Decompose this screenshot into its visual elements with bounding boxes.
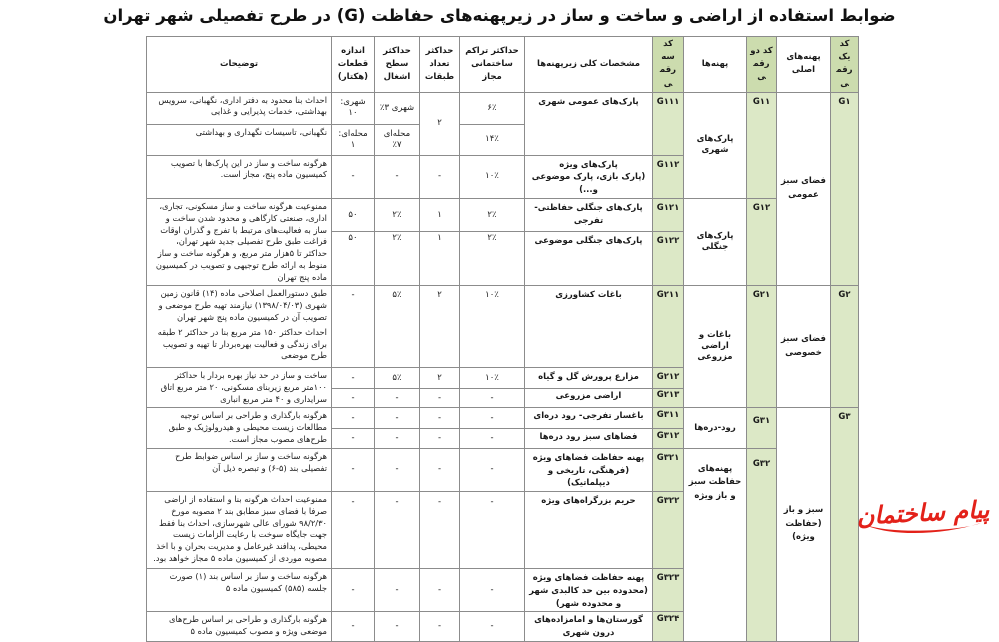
table-row (147, 92, 859, 124)
cell-sub-g312: فضاهای سبز رود دره‌ها (525, 428, 653, 448)
cell-note-g111a: احداث بنا محدود به دفتر اداری، نگهبانی، سرویس بهداشتی، خدمات پذیرایی و غذایی (147, 92, 332, 124)
cell-floors-g122: ۱ (420, 232, 460, 286)
cell-code-g321: G۳۲۱ (653, 448, 684, 491)
cell-code-g324: G۳۲۴ (653, 612, 684, 642)
cell-code-g211: G۲۱۱ (653, 286, 684, 368)
cell-plot-g322: - (332, 492, 375, 569)
cell-note-g211 (147, 286, 332, 368)
cell-code-g12: G۱۲ (747, 198, 777, 285)
cell-note-g321: هرگونه ساخت و ساز بر اساس ضوابط طرح تفصیلی بند (۵-۶) و تبصره ذیل آن (147, 448, 332, 491)
cell-coverage-g323: - (375, 569, 420, 612)
cell-code-g2: G۲ (831, 286, 859, 408)
cell-code-g111: G۱۱۱ (653, 92, 684, 155)
cell-floors-g311: - (420, 408, 460, 428)
cell-code-g122: G۱۲۲ (653, 232, 684, 286)
cell-density-g324: - (460, 612, 525, 642)
cell-floors-g212: ۲ (420, 368, 460, 389)
logo-text: پیام ساختمان (855, 494, 991, 531)
cell-plot-g122: ۵۰ (332, 232, 375, 286)
cell-floors-g111: ۲ (420, 92, 460, 155)
cell-density-g323: - (460, 569, 525, 612)
cell-plot-g212: - (332, 368, 375, 389)
regulations-table (146, 36, 859, 642)
header-notes: توضیحات (147, 37, 332, 93)
cell-code-g212: G۲۱۲ (653, 368, 684, 389)
cell-zone-g32: پهنه‌های حفاظت سبز و باز ویژه (684, 448, 747, 641)
subzone-line: پارک‌های ویژه (559, 159, 618, 170)
cell-note-g12: ممنوعیت هرگونه ساخت و ساز مسکونی، تجاری، اداری، صنعتی کارگاهی و محدود شدن ساخت و ساز به فعالیت‌های مرتبط با تفرج و گذران اوقات فراغت طبق طرح تفصیلی جدید شهر تهران، حداکثر تا ۵هزار متر مربع، و هرگونه ساخت و ساز منوط به ارائه طرح توجیهی و تصویب در کمیسیون ماده پنج تهران (147, 198, 332, 285)
header-floors: حداکثر تعداد طبقات (420, 37, 460, 93)
cell-coverage-g112: - (375, 155, 420, 198)
cell-density-g311: - (460, 408, 525, 428)
cell-main-g2: فضای سبز خصوصی (777, 286, 831, 408)
cell-floors-g121: ۱ (420, 198, 460, 232)
cell-code-g3: G۳ (831, 408, 859, 641)
cell-note-g112: هرگونه ساخت و ساز در این پارک‌ها با تصویب کمیسیون ماده پنج، مجاز است. (147, 155, 332, 198)
header-row (147, 37, 859, 93)
header-density: حداکثر تراکم ساختمانی مجاز (460, 37, 525, 93)
cell-floors-g312: - (420, 428, 460, 448)
cell-density-g111b: ۱۴٪ (460, 124, 525, 155)
cell-floors-g112: - (420, 155, 460, 198)
cell-coverage-g324: - (375, 612, 420, 642)
cell-plot-g111a: شهری: ۱۰ (332, 92, 375, 124)
cell-code-g322: G۳۲۲ (653, 492, 684, 569)
cell-floors-g324: - (420, 612, 460, 642)
cell-sub-g211: باغات کشاورزی (525, 286, 653, 368)
cell-plot-g211: - (332, 286, 375, 368)
cell-code-g213: G۲۱۳ (653, 389, 684, 408)
subzone-line: (محدوده بین حد کالبدی شهر و محدوده شهر) (529, 585, 648, 609)
cell-floors-g322: - (420, 492, 460, 569)
cell-note-g324: هرگونه بارگذاری و طراحی بر اساس طرح‌های موضعی ویژه و مصوب کمیسیون ماده ۵ (147, 612, 332, 642)
cell-density-g321: - (460, 448, 525, 491)
cell-density-g121: ۲٪ (460, 198, 525, 232)
cell-density-g112: ۱۰٪ (460, 155, 525, 198)
header-code2: کد دو رقمی (747, 37, 777, 93)
table-row (147, 408, 859, 428)
cell-note-g31: هرگونه بارگذاری و طراحی بر اساس توجیه مطالعات زیست محیطی و هیدرولوژیک و طبق طرح‌های مصوب مجاز است. (147, 408, 332, 448)
cell-sub-g112 (525, 155, 653, 198)
page-title: ضوابط استفاده از اراضی و ساخت و ساز در زیرپهنه‌های حفاظت (G) در طرح تفصیلی شهر تهران (103, 6, 896, 25)
header-code3: کد سه رقمی (653, 37, 684, 93)
cell-plot-g112: - (332, 155, 375, 198)
cell-code-g21: G۲۱ (747, 286, 777, 408)
cell-coverage-g311: - (375, 408, 420, 428)
cell-main-g3: سبز و باز (حفاظت ویژه) (777, 408, 831, 641)
subzone-line: (فرهنگی، تاریخی و دیپلماتیک) (547, 465, 630, 489)
cell-density-g211: ۱۰٪ (460, 286, 525, 368)
subzone-line: پهنه حفاظت فضاهای ویژه (532, 573, 645, 584)
table-row (147, 448, 859, 491)
cell-density-g111a: ۶٪ (460, 92, 525, 124)
cell-note-g323: هرگونه ساخت و ساز بر اساس بند (۱) صورت جلسه (۵۸۵) کمیسیون ماده ۵ (147, 569, 332, 612)
cell-code-g311: G۳۱۱ (653, 408, 684, 428)
header-coverage: حداکثر سطح اشغال (375, 37, 420, 93)
cell-zone-g31: رود-دره‌ها (684, 408, 747, 448)
cell-note-g212-g213: ساخت و ساز در حد نیاز بهره بردار با حداکثر ۱۰۰متر مربع زیربنای مسکونی، ۲۰ متر مربع اتاق سرایداری و ۴۰ متر مربع انباری (147, 368, 332, 408)
cell-main-g1: فضای سبز عمومی (777, 92, 831, 286)
header-subzone: مشخصات کلی زیرپهنه‌ها (525, 37, 653, 93)
header-code1: کد یک رقمی (831, 37, 859, 93)
cell-plot-g111b: محله‌ای: ۱ (332, 124, 375, 155)
cell-plot-g321: - (332, 448, 375, 491)
cell-density-g312: - (460, 428, 525, 448)
cell-sub-g323 (525, 569, 653, 612)
cell-zone-g21: باغات و اراضی مزروعی (684, 286, 747, 408)
table-row (147, 198, 859, 232)
cell-plot-g311: - (332, 408, 375, 428)
cell-density-g213: - (460, 389, 525, 408)
cell-floors-g213: - (420, 389, 460, 408)
cell-code-g32: G۳۲ (747, 448, 777, 641)
table-row (147, 286, 859, 368)
cell-code-g11: G۱۱ (747, 92, 777, 198)
cell-note-g111b: نگهبانی، تاسیسات نگهداری و بهداشتی (147, 124, 332, 155)
cell-coverage-g111a: شهری ۳٪ (375, 92, 420, 124)
cell-sub-g212: مزارع پرورش گل و گیاه (525, 368, 653, 389)
cell-code-g112: G۱۱۲ (653, 155, 684, 198)
cell-coverage-g212: ۵٪ (375, 368, 420, 389)
cell-sub-g122: پارک‌های جنگلی موضوعی (525, 232, 653, 286)
cell-coverage-g122: ۲٪ (375, 232, 420, 286)
cell-sub-g213: اراضی مزروعی (525, 389, 653, 408)
cell-floors-g323: - (420, 569, 460, 612)
subzone-line: (پارک بازی، پارک موضوعی و...) (531, 172, 646, 196)
cell-sub-g321 (525, 448, 653, 491)
note-paragraph: طبق دستورالعمل اصلاحی ماده (۱۴) قانون زمین شهری (۱۳۹۸/۰۴/۰۳) نیازمند تهیه طرح موضعی و تصویب آن در کمیسیون ماده پنج شهر تهران (158, 288, 327, 322)
payam-sakhteman-logo (853, 494, 993, 550)
cell-sub-g121: پارک‌های جنگلی حفاظتی-تفرجی (525, 198, 653, 232)
cell-code-g121: G۱۲۱ (653, 198, 684, 232)
cell-density-g122: ۲٪ (460, 232, 525, 286)
cell-coverage-g121: ۲٪ (375, 198, 420, 232)
header-main-zone: پهنه‌های اصلی (777, 37, 831, 93)
subzone-line: پهنه حفاظت فضاهای ویژه (532, 452, 645, 463)
cell-sub-g324: گورستان‌ها و امامزاده‌های درون شهری (525, 612, 653, 642)
cell-coverage-g312: - (375, 428, 420, 448)
cell-plot-g312: - (332, 428, 375, 448)
cell-plot-g324: - (332, 612, 375, 642)
cell-floors-g211: ۲ (420, 286, 460, 368)
header-plot-size: اندازه قطعات (هکتار) (332, 37, 375, 93)
cell-code-g1: G۱ (831, 92, 859, 286)
cell-code-g323: G۳۲۳ (653, 569, 684, 612)
cell-density-g322: - (460, 492, 525, 569)
cell-plot-g323: - (332, 569, 375, 612)
cell-coverage-g111b: محله‌ای ۷٪ (375, 124, 420, 155)
cell-note-g322: ممنوعیت احداث هرگونه بنا و استفاده از اراضی صرفا با فضای سبز مطابق بند ۲ مصوبه مورخ ۹۸/۲/۳۰ شورای عالی شهرسازی، احداث بنا فقط جهت جایگاه سوخت با رعایت الزامات زیست محیطی، پدافند غیرعامل و مدیریت بحران و با اخذ مصوبه موردی از کمیسیون ماده ۵ مجاز خواهد بود. (147, 492, 332, 569)
cell-coverage-g322: - (375, 492, 420, 569)
cell-zone-g12: پارک‌های جنگلی (684, 198, 747, 285)
cell-coverage-g213: - (375, 389, 420, 408)
cell-floors-g321: - (420, 448, 460, 491)
cell-coverage-g211: ۵٪ (375, 286, 420, 368)
cell-sub-g322: حریم بزرگراه‌های ویژه (525, 492, 653, 569)
cell-plot-g121: ۵۰ (332, 198, 375, 232)
cell-sub-g111: پارک‌های عمومی شهری (525, 92, 653, 155)
header-zones: پهنه‌ها (684, 37, 747, 93)
cell-sub-g311: باغسار تفرجی- رود دره‌ای (525, 408, 653, 428)
cell-coverage-g321: - (375, 448, 420, 491)
note-paragraph: احداث حداکثر ۱۵۰ متر مربع بنا در حداکثر ۲ طبقه برای زندگی و فعالیت بهره‌بردار تا تهیه و تصویب طرح موضعی (157, 326, 327, 361)
cell-code-g31: G۳۱ (747, 408, 777, 448)
cell-density-g212: ۱۰٪ (460, 368, 525, 389)
cell-code-g312: G۳۱۲ (653, 428, 684, 448)
cell-plot-g213: - (332, 389, 375, 408)
cell-zone-g11: پارک‌های شهری (684, 92, 747, 198)
